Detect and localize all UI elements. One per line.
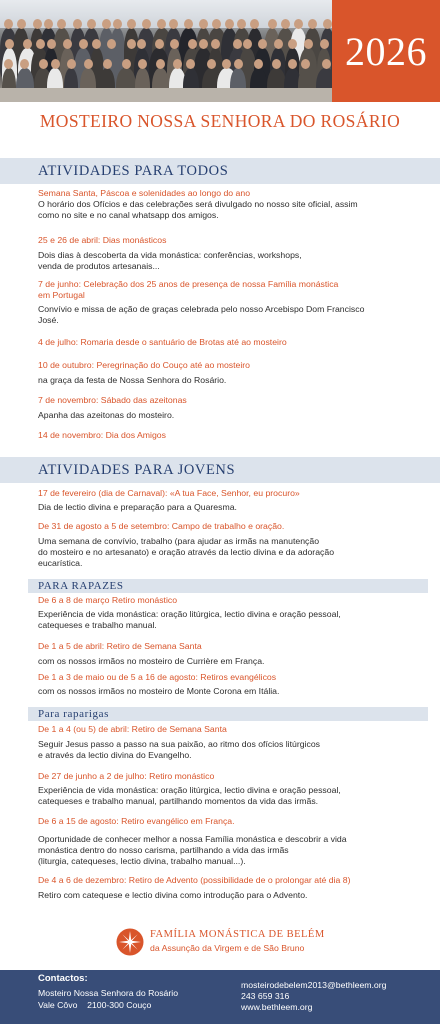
event-desc-line: catequeses e trabalho manual. xyxy=(38,620,157,630)
photo-person-head xyxy=(173,59,182,69)
logo-subtitle: da Assunção da Virgem e de São Bruno xyxy=(150,943,305,953)
phone-number: 243 659 316 xyxy=(241,991,290,1001)
address-line-1: Mosteiro Nossa Senhora do Rosário xyxy=(38,988,179,998)
photo-person-head xyxy=(188,39,197,49)
event-title: De 1 a 4 (ou 5) de abril: Retiro de Semana Santa xyxy=(38,724,227,734)
event-item xyxy=(38,521,418,569)
photo-person-head xyxy=(103,59,112,69)
photo-person-head xyxy=(39,59,48,69)
group-photo xyxy=(0,0,332,102)
photo-person-head xyxy=(5,39,14,49)
photo-person-head xyxy=(184,19,193,29)
event-desc-line: José. xyxy=(38,315,59,325)
event-title: Semana Santa, Páscoa e solenidades ao longo do ano xyxy=(38,188,251,198)
photo-person-head xyxy=(304,39,313,49)
event-desc-line: Apanha das azeitonas do mosteiro. xyxy=(38,410,175,420)
event-item xyxy=(38,672,418,697)
event-desc-line: (liturgia, catequeses, lectio divina, trabalho manual...). xyxy=(38,856,246,866)
event-desc-line: com os nossos irmãos no mosteiro de Monte Corona em Itália. xyxy=(38,686,280,696)
event-desc-line: catequeses e trabalho manual, partilhando momentos da vida das irmãs. xyxy=(38,796,319,806)
event-desc-line: Dois dias à descoberta da vida monástica: conferências, workshops, xyxy=(38,250,302,260)
photo-person-head xyxy=(33,19,42,29)
star-logo-icon xyxy=(116,928,144,956)
year-box xyxy=(332,0,440,102)
photo-person-head xyxy=(63,39,72,49)
section-heading-todos: ATIVIDADES PARA TODOS xyxy=(0,158,440,184)
event-desc-line: do mosteiro e no artesanato) e oração através da lectio divina e da adoração xyxy=(38,547,335,557)
event-item xyxy=(38,724,418,761)
logo-name: FAMÍLIA MONÁSTICA DE BELÉM xyxy=(150,929,325,940)
photo-person-head xyxy=(4,59,13,69)
address-line-2: Vale Côvo 2100-300 Couço xyxy=(38,1000,152,1010)
photo-person-head xyxy=(122,59,131,69)
website-link[interactable]: www.bethleem.org xyxy=(241,1002,313,1012)
event-desc-line: O horário dos Ofícios e das celebrações será divulgado no nosso site oficial, assim xyxy=(38,199,358,209)
event-item xyxy=(38,360,418,386)
photo-person-head xyxy=(199,19,208,29)
photo-person-head xyxy=(243,39,252,49)
photo-person-head xyxy=(23,39,32,49)
photo-person-head xyxy=(36,39,45,49)
event-desc-line: Retiro com catequese e lectio divina como introdução para o Advento. xyxy=(38,890,308,900)
event-item xyxy=(38,595,418,631)
event-desc-line: como no site e no canal whatsapp dos amigos. xyxy=(38,210,219,220)
photo-person-head xyxy=(156,59,165,69)
event-desc-line: Uma semana de convívio, trabalho (para ajudar as irmãs na manutenção xyxy=(38,536,320,546)
event-desc-line: Seguir Jesus passo a passo na sua paixão, ao ritmo dos ofícios litúrgicos xyxy=(38,739,321,749)
event-desc-line: Dia de lectio divina e preparação para a Quaresma. xyxy=(38,502,237,512)
event-item xyxy=(38,875,418,901)
event-item xyxy=(38,395,418,421)
photo-person-head xyxy=(127,39,136,49)
event-title: 14 de novembro: Dia dos Amigos xyxy=(38,430,166,440)
photo-person-head xyxy=(225,19,234,29)
event-desc-line: Oportunidade de conhecer melhor a nossa Família monástica e descobrir a vida xyxy=(38,834,347,844)
event-title: 10 de outubro: Peregrinação do Couço até ao mosteiro xyxy=(38,360,251,370)
event-title: De 1 a 3 de maio ou de 5 a 16 de agosto: Retiros evangélicos xyxy=(38,672,277,682)
photo-person-head xyxy=(51,59,60,69)
photo-person-head xyxy=(322,59,331,69)
event-desc-line: monástica dentro do nosso carisma, partilhando a vida das irmãs xyxy=(38,845,289,855)
photo-person-head xyxy=(274,39,283,49)
event-title: De 1 a 5 de abril: Retiro de Semana Santa xyxy=(38,641,202,651)
event-title: De 6 a 15 de agosto: Retiro evangélico em França. xyxy=(38,816,235,826)
event-title: De 27 de junho a 2 de julho: Retiro monástico xyxy=(38,771,215,781)
event-item xyxy=(38,337,418,348)
photo-person-head xyxy=(301,59,310,69)
event-item xyxy=(38,430,418,441)
event-item xyxy=(38,188,418,221)
photo-person-head xyxy=(142,19,151,29)
photo-person-head xyxy=(207,59,216,69)
section-heading-jovens: ATIVIDADES PARA JOVENS xyxy=(0,457,440,483)
email-link[interactable]: mosteirodebelem2013@bethleem.org xyxy=(241,980,387,990)
photo-person-head xyxy=(272,59,281,69)
event-item xyxy=(38,279,418,326)
event-desc-line: na graça da festa de Nossa Senhora do Rosário. xyxy=(38,375,227,385)
photo-person-head xyxy=(258,39,267,49)
photo-person-head xyxy=(281,19,290,29)
photo-person-head xyxy=(17,19,26,29)
photo-person-head xyxy=(268,19,277,29)
photo-person-head xyxy=(234,59,243,69)
event-desc-line: eucarística. xyxy=(38,558,83,568)
event-desc-line: venda de produtos artesanais... xyxy=(38,261,160,271)
photo-person-head xyxy=(84,59,93,69)
event-title: 7 de novembro: Sábado das azeitonas xyxy=(38,395,187,405)
event-desc-line: com os nossos irmãos no mosteiro de Currière em França. xyxy=(38,656,265,666)
photo-ground xyxy=(0,88,332,102)
event-title-cont: em Portugal xyxy=(38,290,85,300)
year-label: 2026 xyxy=(345,28,427,74)
event-desc-line: Convívio e missa de ação de graças celebrada pelo nosso Arcebispo Dom Francisco xyxy=(38,304,365,314)
photo-person-head xyxy=(288,39,297,49)
event-title: De 31 de agosto a 5 de setembro: Campo de trabalho e oração. xyxy=(38,521,285,531)
contacts-label: Contactos: xyxy=(38,973,88,984)
photo-person-head xyxy=(320,39,329,49)
photo-person-head xyxy=(323,19,332,29)
event-item xyxy=(38,641,418,667)
page-title: MOSTEIRO NOSSA SENHORA DO ROSÁRIO xyxy=(39,111,401,131)
event-title: De 6 a 8 de março Retiro monástico xyxy=(38,595,178,605)
event-item xyxy=(38,771,418,807)
event-desc-line: Experiência de vida monástica: oração litúrgica, lectio divina e oração pessoal, xyxy=(38,785,341,795)
subsection-heading-rapazes: PARA RAPAZES xyxy=(28,579,428,593)
photo-person-head xyxy=(44,19,53,29)
photo-person-head xyxy=(107,39,116,49)
event-item xyxy=(38,816,418,867)
photo-person-head xyxy=(308,19,317,29)
subsection-heading-raparigas: Para raparigas xyxy=(28,707,428,721)
event-item xyxy=(38,235,418,272)
event-desc-line: e através da lectio divina do Evangelho. xyxy=(38,750,192,760)
event-title: 7 de junho: Celebração dos 25 anos de presença de nossa Família monástica xyxy=(38,279,339,289)
photo-person-head xyxy=(79,39,88,49)
photo-person-head xyxy=(155,39,164,49)
event-desc-line: Experiência de vida monástica: oração litúrgica, lectio divina e oração pessoal, xyxy=(38,609,341,619)
logo-block xyxy=(116,926,416,960)
event-title: De 4 a 6 de dezembro: Retiro de Advento (possibilidade de o prolongar até dia 8) xyxy=(38,875,351,885)
photo-person-head xyxy=(138,59,147,69)
event-title: 17 de fevereiro (dia de Carnaval): «A tua Face, Senhor, eu procuro» xyxy=(38,488,300,498)
footer xyxy=(0,970,440,1024)
photo-person-head xyxy=(47,39,56,49)
event-item xyxy=(38,488,418,513)
event-title: 25 e 26 de abril: Dias monásticos xyxy=(38,235,167,245)
event-title: 4 de julho: Romaria desde o santuário de Brotas até ao mosteiro xyxy=(38,337,287,347)
header xyxy=(0,0,440,102)
photo-person-head xyxy=(67,59,76,69)
